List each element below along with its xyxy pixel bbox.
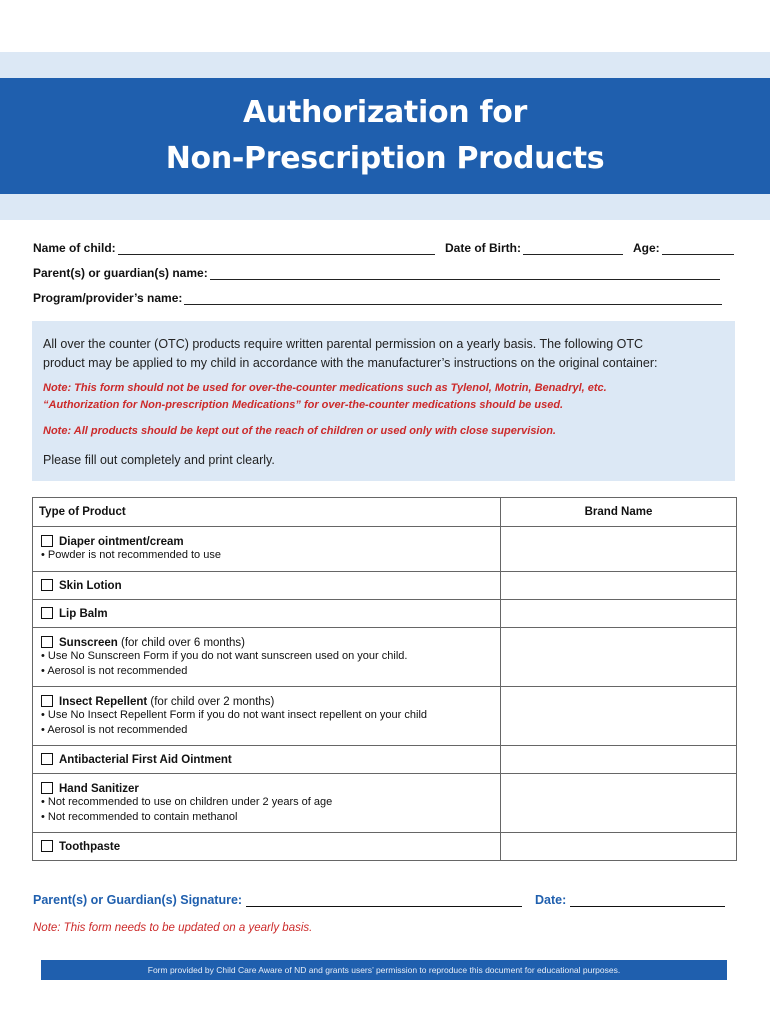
footer-bar (41, 960, 727, 980)
bullet-icon: • (41, 795, 48, 808)
info-box (32, 321, 735, 481)
dob-line[interactable] (523, 242, 623, 255)
signature-field[interactable] (33, 893, 522, 907)
yearly-update-note: Note: This form needs to be updated on a yearly basis. (33, 922, 313, 934)
bullet-text: Aerosol is not recommended (47, 664, 188, 677)
intro-line-2: product may be applied to my child in accordance with the manufacturer’s instructions on the original container: (43, 356, 658, 370)
checkbox[interactable] (41, 782, 53, 794)
title-line-2: Non-Prescription Products (165, 141, 605, 176)
footer-text: Form provided by Child Care Aware of ND and grants users’ permission to reproduce this document for educational purposes. (147, 965, 621, 975)
product-bullet (39, 649, 494, 664)
bullet-icon: • (41, 708, 48, 721)
checkbox[interactable] (41, 579, 53, 591)
date-label: Date: (535, 893, 567, 907)
guardian-label: Parent(s) or guardian(s) name: (33, 266, 208, 280)
product-cell (33, 746, 501, 774)
date-line[interactable] (570, 894, 725, 907)
age-field[interactable] (633, 241, 734, 255)
provider-line[interactable] (184, 292, 722, 305)
product-title (39, 607, 494, 620)
product-cell (33, 628, 501, 687)
brand-name-cell[interactable] (501, 774, 737, 833)
provider-label: Program/provider’s name: (33, 291, 183, 305)
note-1-line-1: Note: This form should not be used for over-the-counter medications such as Tylenol, Motrin, Benadryl, etc. (43, 382, 607, 394)
product-bullet (39, 548, 494, 563)
child-name-line[interactable] (118, 242, 435, 255)
product-bullet (39, 664, 494, 679)
table-row (33, 628, 737, 687)
product-name: Hand Sanitizer (59, 782, 139, 795)
product-bullet (39, 795, 494, 810)
age-line[interactable] (662, 242, 734, 255)
bullet-icon: • (41, 649, 48, 662)
checkbox[interactable] (41, 535, 53, 547)
child-name-field[interactable] (33, 241, 435, 255)
brand-name-cell[interactable] (501, 600, 737, 628)
page-header (0, 78, 770, 194)
intro-line-1: All over the counter (OTC) products require written parental permission on a yearly basis. The following OTC (43, 337, 644, 351)
product-name: Skin Lotion (59, 580, 122, 592)
product-cell (33, 572, 501, 600)
checkbox[interactable] (41, 840, 53, 852)
product-title (39, 695, 494, 708)
col-type-header: Type of Product (33, 498, 501, 527)
product-title (39, 753, 494, 766)
product-cell (33, 774, 501, 833)
product-bullet (39, 723, 494, 738)
bullet-icon: • (41, 723, 48, 736)
bullet-text: Not recommended to contain methanol (47, 810, 238, 823)
checkbox[interactable] (41, 695, 53, 707)
note-1-line-2: “Authorization for Non-prescription Medications” for over-the-counter medications should be used. (43, 399, 564, 411)
brand-name-cell[interactable] (501, 628, 737, 687)
product-title (39, 636, 494, 649)
signature-line[interactable] (246, 894, 522, 907)
checkbox[interactable] (41, 636, 53, 648)
brand-name-cell[interactable] (501, 572, 737, 600)
provider-field[interactable] (33, 291, 722, 305)
note-2: Note: All products should be kept out of the reach of children or used only with close supervision. (43, 425, 556, 437)
product-name: Sunscreen (59, 636, 118, 649)
product-cell (33, 833, 501, 861)
table-row (33, 774, 737, 833)
brand-name-cell[interactable] (501, 746, 737, 774)
dob-field[interactable] (445, 241, 623, 255)
table-row (33, 572, 737, 600)
checkbox[interactable] (41, 753, 53, 765)
guardian-line[interactable] (210, 267, 720, 280)
top-band (0, 52, 770, 78)
checkbox[interactable] (41, 607, 53, 619)
product-cell (33, 600, 501, 628)
guardian-field[interactable] (33, 266, 720, 280)
product-title (39, 840, 494, 853)
product-name: Toothpaste (59, 841, 121, 853)
product-rows (33, 527, 737, 861)
signature-label: Parent(s) or Guardian(s) Signature: (33, 893, 243, 907)
child-name-label: Name of child: (33, 241, 116, 255)
product-name: Insect Repellent (59, 695, 148, 708)
product-name: Diaper ointment/cream (59, 536, 184, 548)
table-row (33, 600, 737, 628)
product-qualifier: (for child over 6 months) (117, 636, 245, 649)
instruction-text: Please fill out completely and print clearly. (43, 453, 275, 467)
col-brand-header: Brand Name (501, 498, 737, 527)
product-bullet (39, 708, 494, 723)
products-table (32, 497, 737, 861)
brand-name-cell[interactable] (501, 687, 737, 746)
table-row (33, 746, 737, 774)
bullet-icon: • (41, 664, 48, 677)
title-line-1: Authorization for (242, 95, 528, 130)
bullet-icon: • (41, 810, 48, 823)
bullet-text: Aerosol is not recommended (47, 723, 188, 736)
date-field[interactable] (535, 893, 725, 907)
product-title (39, 535, 494, 548)
brand-name-cell[interactable] (501, 833, 737, 861)
product-title (39, 579, 494, 592)
product-name: Lip Balm (59, 608, 108, 620)
table-header-row (33, 498, 737, 527)
brand-name-cell[interactable] (501, 527, 737, 572)
bullet-text: Use No Sunscreen Form if you do not want sunscreen used on your child. (47, 649, 408, 662)
product-qualifier: (for child over 2 months) (147, 695, 275, 708)
table-row (33, 687, 737, 746)
bullet-text: Not recommended to use on children under 2 years of age (47, 795, 333, 808)
age-label: Age: (633, 241, 660, 255)
product-bullet (39, 810, 494, 825)
bullet-text: Use No Insect Repellent Form if you do not want insect repellent on your child (47, 708, 428, 721)
dob-label: Date of Birth: (445, 241, 521, 255)
bullet-icon: • (41, 549, 48, 561)
product-title (39, 782, 494, 795)
product-cell (33, 527, 501, 572)
bullet-text: Powder is not recommended to use (47, 549, 221, 561)
table-row (33, 527, 737, 572)
table-row (33, 833, 737, 861)
bottom-band (0, 194, 770, 220)
product-name: Antibacterial First Aid Ointment (59, 754, 232, 766)
product-cell (33, 687, 501, 746)
